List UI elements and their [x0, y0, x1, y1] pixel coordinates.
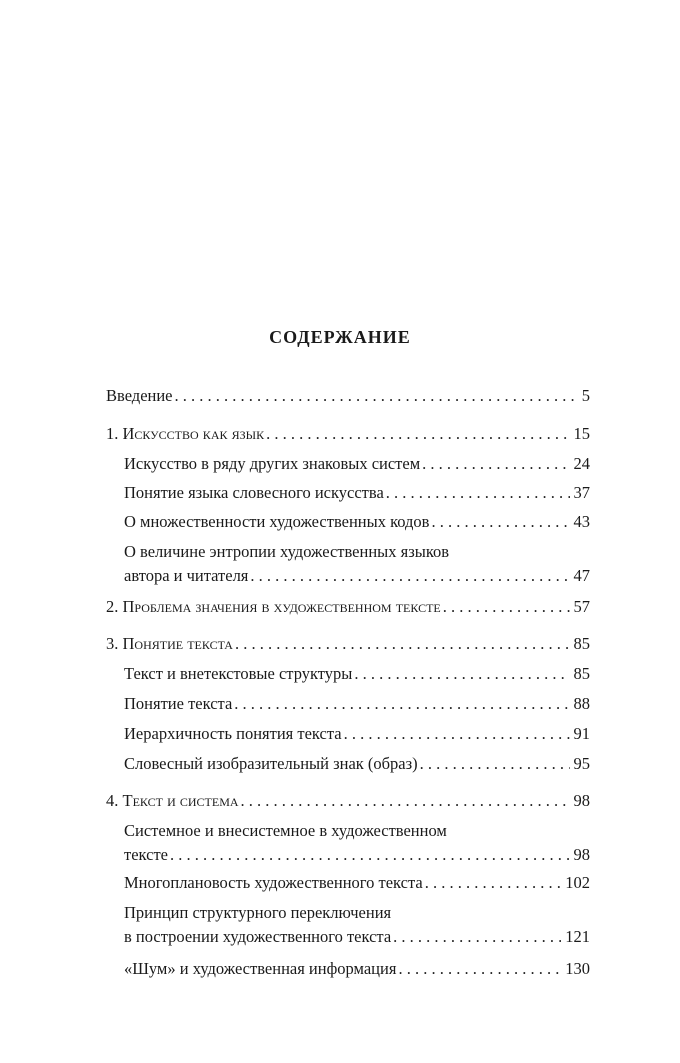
dot-leader — [170, 843, 570, 867]
toc-entry-page: 130 — [565, 959, 590, 978]
dot-leader — [393, 925, 561, 949]
toc-entry-page: 47 — [573, 566, 590, 585]
toc-entry-title: О величине энтропии художественных языков — [124, 542, 450, 561]
toc-entry[interactable] — [124, 819, 590, 867]
toc-entry-title: О множественности художественных кодов — [124, 512, 430, 531]
toc-entry-page: 15 — [573, 424, 590, 443]
toc-entry-page: 88 — [573, 694, 590, 713]
dot-leader — [175, 384, 578, 408]
dot-leader — [422, 452, 569, 476]
toc-entry[interactable] — [124, 901, 590, 949]
dot-leader — [443, 595, 570, 619]
toc-entry[interactable] — [124, 722, 590, 746]
dot-leader — [431, 510, 569, 534]
toc-entry-page: 85 — [573, 634, 590, 653]
toc-entry-page: 102 — [565, 873, 590, 892]
toc-entry-title: Принцип структурного переключения — [124, 903, 392, 922]
toc-entry-page: 5 — [581, 386, 590, 405]
dot-leader — [250, 564, 569, 588]
page-title: СОДЕРЖАНИЕ — [269, 327, 411, 347]
dot-leader — [425, 871, 562, 895]
toc-entry[interactable] — [124, 662, 590, 686]
toc-entry-page: 98 — [573, 791, 590, 810]
toc-entry[interactable] — [124, 452, 590, 476]
toc-entry-title: 2. Проблема значения в художественном тексте — [106, 597, 441, 616]
dot-leader — [344, 722, 570, 746]
toc-entry[interactable] — [106, 384, 590, 408]
toc-entry-title: Искусство в ряду других знаковых систем — [124, 454, 421, 473]
dot-leader — [398, 957, 561, 981]
toc-entry[interactable] — [106, 632, 590, 656]
toc-entry-title: Словесный изобразительный знак (образ) — [124, 754, 418, 773]
toc-entry-page: 85 — [573, 664, 590, 683]
toc-entry-page: 121 — [565, 927, 590, 946]
toc-entry-title: Системное и внесистемное в художественном — [124, 821, 447, 840]
dot-leader — [354, 662, 569, 686]
toc-entry-page: 43 — [573, 512, 590, 531]
toc-entry[interactable] — [124, 752, 590, 776]
toc-entry-title: тексте — [124, 845, 168, 864]
toc-entry-page: 57 — [573, 597, 590, 616]
dot-leader — [420, 752, 570, 776]
toc-entry-title: «Шум» и художественная информация — [124, 959, 397, 978]
toc-entry-page: 98 — [573, 845, 590, 864]
dot-leader — [266, 422, 569, 446]
dot-leader — [386, 481, 570, 505]
toc-entry-title: Текст и внетекстовые структуры — [124, 664, 353, 683]
toc-entry[interactable] — [124, 510, 590, 534]
toc-entry[interactable] — [106, 789, 590, 813]
toc-entry-title: 4. Текст и система — [106, 791, 239, 810]
toc-entry[interactable] — [124, 957, 590, 981]
toc-entry[interactable] — [124, 871, 590, 895]
toc-entry-title: 3. Понятие текста — [106, 634, 233, 653]
toc-entry-title: в построении художественного текста — [124, 927, 392, 946]
toc-entry-page: 37 — [573, 483, 590, 502]
dot-leader — [235, 632, 570, 656]
toc-entry-title: Многоплановость художественного текста — [124, 873, 423, 892]
toc-entry-page: 24 — [573, 454, 590, 473]
dot-leader — [241, 789, 570, 813]
toc-entry[interactable] — [106, 422, 590, 446]
toc-entry-title: Понятие языка словесного искусства — [124, 483, 384, 502]
toc-entry[interactable] — [106, 595, 590, 619]
toc-entry-title: Иерархичность понятия текста — [124, 724, 342, 743]
toc-entry[interactable] — [124, 540, 590, 588]
toc-entry-title: Введение — [106, 386, 173, 405]
toc-entry-page: 95 — [573, 754, 590, 773]
toc-entry-title: автора и читателя — [124, 566, 249, 585]
toc-entry-title: 1. Искусство как язык — [106, 424, 265, 443]
toc-entry-page: 91 — [573, 724, 590, 743]
toc-entry-title: Понятие текста — [124, 694, 233, 713]
dot-leader — [234, 692, 569, 716]
toc-entry[interactable] — [124, 692, 590, 716]
toc-entry[interactable] — [124, 481, 590, 505]
